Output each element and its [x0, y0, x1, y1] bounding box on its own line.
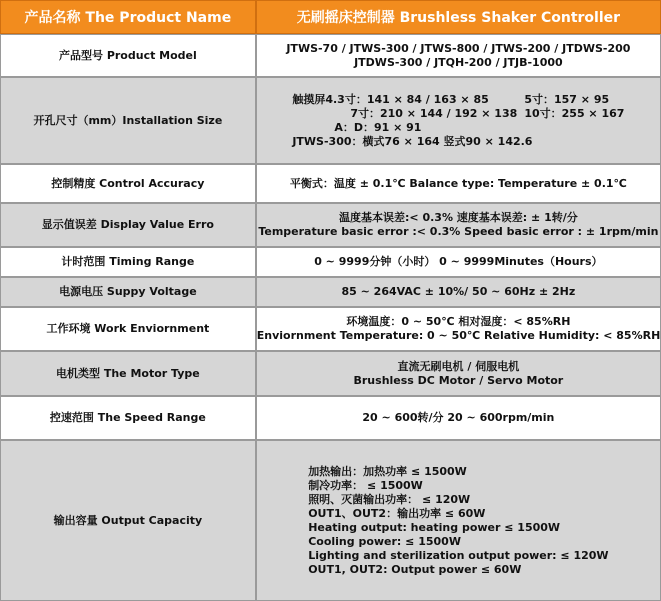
row-label-installation-size: 开孔尺寸（mm）Installation Size	[0, 77, 256, 164]
row-label-work-environment: 工作环境 Work Enviornment	[0, 307, 256, 351]
table-row	[0, 77, 661, 164]
row-label-timing-range: 计时范围 Timing Range	[0, 247, 256, 277]
table-row	[0, 396, 661, 440]
value-line: Temperature basic error :< 0.3% Speed basic error : ± 1rpm/min	[258, 225, 659, 238]
table-row	[0, 164, 661, 203]
install-touch-43: 触摸屏4.3寸：141 × 84 / 163 × 85	[292, 92, 489, 106]
value-line: 20 ~ 600转/分 20 ~ 600rpm/min	[362, 411, 555, 424]
row-value-output-capacity	[256, 440, 661, 601]
header-row	[0, 0, 661, 34]
value-line: Enviornment Temperature: 0 ~ 50℃ Relative Humidity: < 85%RH	[256, 329, 661, 342]
list-item: 加热输出：加热功率 ≤ 1500W	[308, 464, 467, 478]
list-item: OUT1, OUT2: Output power ≤ 60W	[308, 562, 522, 576]
list-item: OUT1、OUT2：输出功率 ≤ 60W	[308, 506, 486, 520]
list-item: Heating output: heating power ≤ 1500W	[308, 520, 561, 534]
value-line: 平衡式：温度 ± 0.1℃ Balance type: Temperature ± 0.1℃	[289, 176, 627, 190]
value-line: JTDWS-300 / JTQH-200 / JTJB-1000	[354, 55, 563, 69]
value-line: Brushless DC Motor / Servo Motor	[353, 373, 564, 387]
list-item: Lighting and sterilization output power: ≤ 120W	[308, 548, 609, 562]
install-jtws300: JTWS-300：横式76 × 164 竖式90 × 142.6	[292, 134, 533, 148]
value-line: 直流无刷电机 / 伺服电机	[397, 359, 520, 373]
value-line: JTWS-70 / JTWS-300 / JTWS-800 / JTWS-200 / JTDWS-200	[286, 41, 631, 55]
header-controller-name: 无刷摇床控制器 Brushless Shaker Controller	[256, 0, 661, 34]
output-capacity-list	[308, 465, 608, 577]
list-item: 照明、灭菌输出功率： ≤ 120W	[308, 492, 471, 506]
table-row	[0, 203, 661, 247]
row-label-product-model: 产品型号 Product Model	[0, 34, 256, 77]
table-row	[0, 34, 661, 77]
row-value-work-environment	[256, 307, 661, 351]
table-row	[0, 351, 661, 396]
row-label-motor-type: 电机类型 The Motor Type	[0, 351, 256, 396]
table-row	[0, 307, 661, 351]
row-value-supply-voltage	[256, 277, 661, 307]
value-line: 0 ~ 9999分钟（小时） 0 ~ 9999Minutes（Hours）	[314, 255, 603, 268]
row-label-display-value-error: 显示值误差 Display Value Erro	[0, 203, 256, 247]
value-line: 温度基本误差:< 0.3% 速度基本误差: ± 1转/分	[339, 211, 578, 224]
table-row	[0, 440, 661, 601]
install-10inch: 10寸：255 × 167	[524, 106, 625, 120]
list-item: Cooling power: ≤ 1500W	[308, 534, 461, 548]
header-product-name: 产品名称 The Product Name	[0, 0, 256, 34]
row-value-speed-range	[256, 396, 661, 440]
installation-size-grid	[292, 93, 624, 149]
value-line: 环境温度：0 ~ 50℃ 相对湿度：< 85%RH	[346, 315, 571, 328]
row-label-supply-voltage: 电源电压 Suppy Voltage	[0, 277, 256, 307]
row-value-motor-type	[256, 351, 661, 396]
install-row	[292, 93, 624, 107]
row-value-control-accuracy	[256, 164, 661, 203]
install-row	[292, 107, 624, 121]
list-item: 制冷功率： ≤ 1500W	[308, 478, 423, 492]
install-7inch: 7寸：210 × 144 / 192 × 138	[350, 106, 518, 120]
table-row	[0, 277, 661, 307]
table-row	[0, 247, 661, 277]
row-label-control-accuracy: 控制精度 Control Accuracy	[0, 164, 256, 203]
row-label-speed-range: 控速范围 The Speed Range	[0, 396, 256, 440]
install-ad: A：D：91 × 91	[334, 120, 422, 134]
row-value-timing-range	[256, 247, 661, 277]
row-value-product-model	[256, 34, 661, 77]
install-5inch: 5寸：157 × 95	[524, 92, 610, 106]
row-value-display-value-error	[256, 203, 661, 247]
value-line: 85 ~ 264VAC ± 10%/ 50 ~ 60Hz ± 2Hz	[341, 285, 576, 298]
row-label-output-capacity: 输出容量 Output Capacity	[0, 440, 256, 601]
row-value-installation-size	[256, 77, 661, 164]
